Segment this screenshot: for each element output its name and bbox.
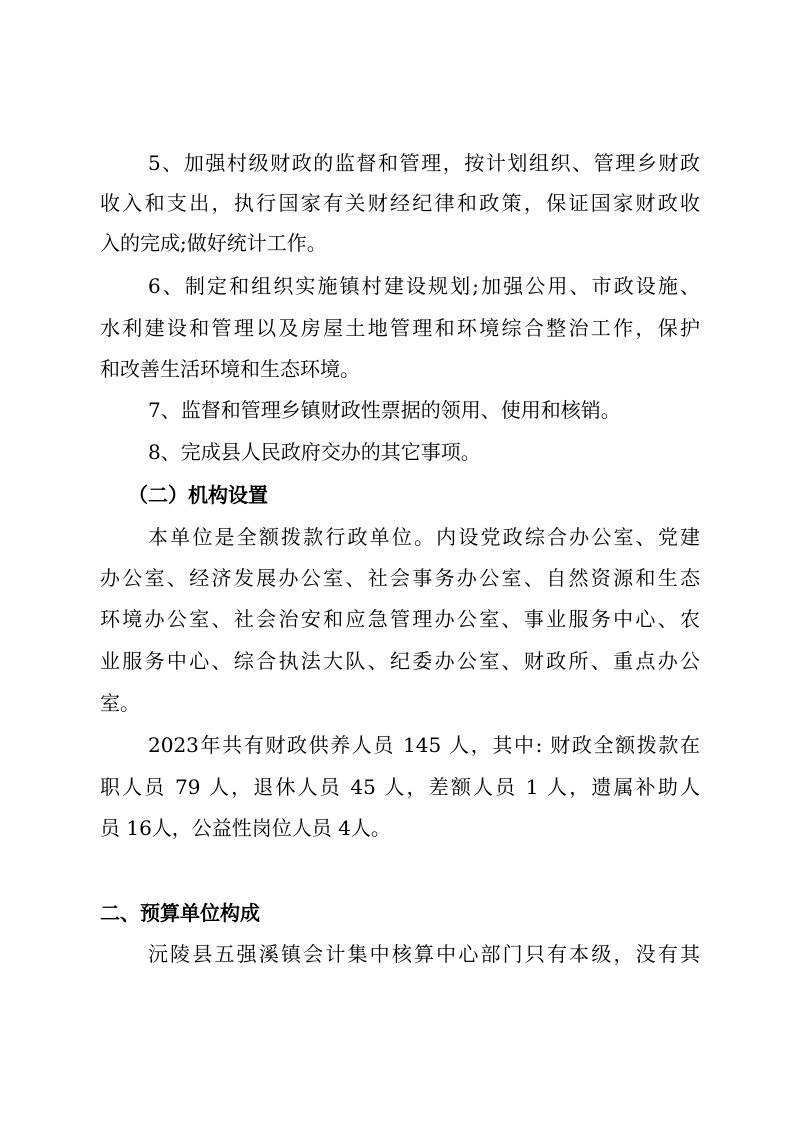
paragraph-8: 8、完成县人民政府交办的其它事项。	[148, 440, 481, 464]
paragraph-6-line-3: 和改善生活环境和生态环境。	[100, 357, 360, 381]
paragraph-5-line-2: 收入和支出，执行国家有关财经纪律和政策，保证国家财政收	[100, 191, 700, 215]
staff-line-3: 员 16人，公益性岗位人员 4人。	[100, 816, 391, 840]
section-heading-jigou: （二）机构设置	[128, 483, 268, 507]
staff-line-2: 职人员 79 人，退休人员 45 人，差额人员 1 人，遗属补助人	[100, 775, 700, 799]
section-heading-budget: 二、预算单位构成	[100, 901, 260, 925]
intro-line-3: 环境办公室、社会治安和应急管理办公室、事业服务中心、农	[100, 607, 700, 631]
paragraph-5-line-3: 入的完成;做好统计工作。	[100, 231, 327, 255]
paragraph-7: 7、监督和管理乡镇财政性票据的领用、使用和核销。	[148, 398, 621, 422]
paragraph-6-line-2: 水利建设和管理以及房屋土地管理和环境综合整治工作，保护	[100, 316, 700, 340]
intro-line-2: 办公室、经济发展办公室、社会事务办公室、自然资源和生态	[100, 566, 700, 590]
intro-line-4: 业服务中心、综合执法大队、纪委办公室、财政所、重点办公	[100, 649, 700, 673]
budget-line-1: 沅陵县五强溪镇会计集中核算中心部门只有本级，没有其	[148, 942, 700, 966]
paragraph-6-line-1: 6、制定和组织实施镇村建设规划;加强公用、市政设施、	[148, 274, 700, 298]
paragraph-5-line-1: 5、加强村级财政的监督和管理，按计划组织、管理乡财政	[148, 151, 700, 175]
staff-line-1: 2023年共有财政供养人员 145 人，其中: 财政全额拨款在	[148, 733, 700, 757]
intro-line-1: 本单位是全额拨款行政单位。内设党政综合办公室、党建	[148, 525, 700, 549]
intro-line-5: 室。	[100, 691, 140, 715]
